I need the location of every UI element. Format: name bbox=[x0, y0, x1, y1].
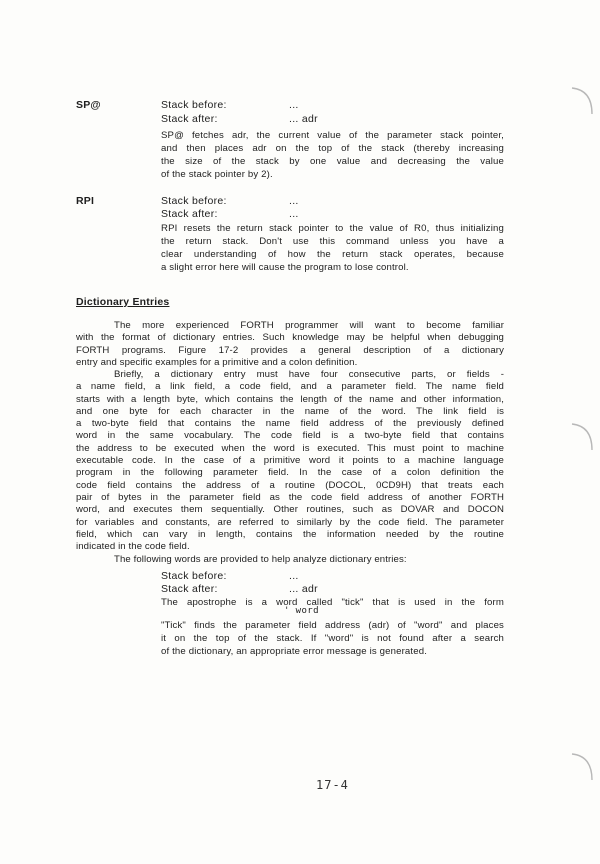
sp-fetch-stack-before bbox=[161, 99, 299, 111]
paragraph-line: word in the same vocabulary. The code field is a two-byte field that contains bbox=[76, 430, 504, 442]
stack-after-label: Stack after: bbox=[161, 113, 218, 125]
rpi-stack-before bbox=[161, 195, 299, 207]
stack-before-value: ... bbox=[289, 195, 299, 207]
paragraph-line: for variables and constants, are referred to similarly by the code field. The parameter bbox=[76, 516, 504, 528]
tick-description bbox=[161, 620, 504, 659]
paragraph-following-words bbox=[76, 554, 504, 566]
paragraph-fields bbox=[76, 369, 504, 553]
description-line: of the stack pointer by 2). bbox=[161, 168, 273, 180]
description-line: SP@ fetches adr, the current value of the parameter stack pointer, bbox=[161, 130, 504, 141]
paragraph-line: a name field, a link field, a code field, and a parameter field. The name field bbox=[76, 381, 504, 393]
binder-hole-mark bbox=[566, 418, 600, 458]
paragraph-line: executable code. In the case of a primitive word it points to a machine language bbox=[76, 455, 504, 467]
paragraph-line: FORTH programs. Figure 17-2 provides a general description of a dictionary bbox=[76, 344, 504, 356]
description-line: the size of the stack by one value and decreasing the value bbox=[161, 155, 504, 167]
binder-hole-mark bbox=[566, 82, 600, 122]
paragraph-line: field, which can vary in length, contains the information needed by the routine bbox=[76, 528, 504, 540]
stack-before-label: Stack before: bbox=[161, 99, 227, 111]
paragraph-line: with the format of dictionary entries. Such knowledge may be helpful when debugging bbox=[76, 332, 504, 344]
tick-example-code: ' word bbox=[284, 606, 319, 616]
binder-hole-mark bbox=[566, 748, 600, 788]
paragraph-line: The more experienced FORTH programmer will want to become familiar bbox=[114, 320, 504, 331]
tick-stack-after bbox=[161, 583, 318, 595]
paragraph-line: the address to be executed when the word is executed. This must point to machine bbox=[76, 442, 504, 454]
stack-before-label: Stack before: bbox=[161, 570, 227, 582]
paragraph-line: indicated in the code field. bbox=[76, 541, 190, 553]
paragraph-line: pair of bytes in the parameter field as the code field address of another FORTH bbox=[76, 491, 504, 503]
stack-before-value: ... bbox=[289, 570, 299, 582]
tick-usage-line bbox=[161, 597, 504, 610]
description-line: and then places adr on the top of the stack (thereby increasing bbox=[161, 142, 504, 154]
paragraph-line: word, and executes them sequentially. Other routines, such as DOVAR and DOCON bbox=[76, 504, 504, 516]
stack-before-value: ... bbox=[289, 99, 299, 111]
paragraph-line: and one byte for each character in the name of the word. The link field is bbox=[76, 405, 504, 417]
sp-fetch-stack-after bbox=[161, 113, 318, 125]
page-number: 17-4 bbox=[316, 778, 349, 792]
description-line: clear understanding of how the return stack operates, because bbox=[161, 248, 504, 260]
stack-after-label: Stack after: bbox=[161, 208, 218, 220]
word-rpi-label: RPI bbox=[76, 195, 95, 207]
rpi-description bbox=[161, 223, 504, 275]
description-line: the return stack. Don't use this command unless you have a bbox=[161, 235, 504, 247]
paragraph-intro bbox=[76, 320, 504, 369]
word-sp-fetch-label: SP@ bbox=[76, 99, 101, 111]
sp-fetch-description bbox=[161, 130, 504, 182]
paragraph-line: starts with a length byte, which contains the length of the name and other information, bbox=[76, 393, 504, 405]
section-heading: Dictionary Entries bbox=[76, 296, 170, 308]
stack-after-value: ... bbox=[289, 208, 299, 220]
rpi-stack-after bbox=[161, 208, 299, 220]
paragraph-line: program in the following parameter field. In the case of a colon definition the bbox=[76, 467, 504, 479]
paragraph-line: a two-byte field that contains the name field address of the previously defined bbox=[76, 418, 504, 430]
paragraph-line: entry and specific examples for a primitive and a colon definition. bbox=[76, 356, 358, 368]
stack-after-value: ... adr bbox=[289, 113, 318, 125]
description-line: The apostrophe is a word called "tick" that is used in the form bbox=[161, 597, 504, 608]
description-line: of the dictionary, an appropriate error message is generated. bbox=[161, 645, 428, 657]
description-line: a slight error here will cause the program to lose control. bbox=[161, 261, 409, 273]
paragraph-line: The following words are provided to help analyze dictionary entries: bbox=[114, 554, 407, 565]
description-line: RPI resets the return stack pointer to the value of R0, thus initializing bbox=[161, 223, 504, 234]
stack-after-value: ... adr bbox=[289, 583, 318, 595]
tick-stack-before bbox=[161, 570, 299, 582]
paragraph-line: Briefly, a dictionary entry must have four consecutive parts, or fields - bbox=[114, 369, 504, 380]
paragraph-line: code field contains the address of a routine (DOCOL, 0CD9H) that treats each bbox=[76, 479, 504, 491]
stack-after-label: Stack after: bbox=[161, 583, 218, 595]
description-line: "Tick" finds the parameter field address (adr) of "word" and places bbox=[161, 620, 504, 631]
description-line: it on the top of the stack. If "word" is not found after a search bbox=[161, 632, 504, 644]
stack-before-label: Stack before: bbox=[161, 195, 227, 207]
